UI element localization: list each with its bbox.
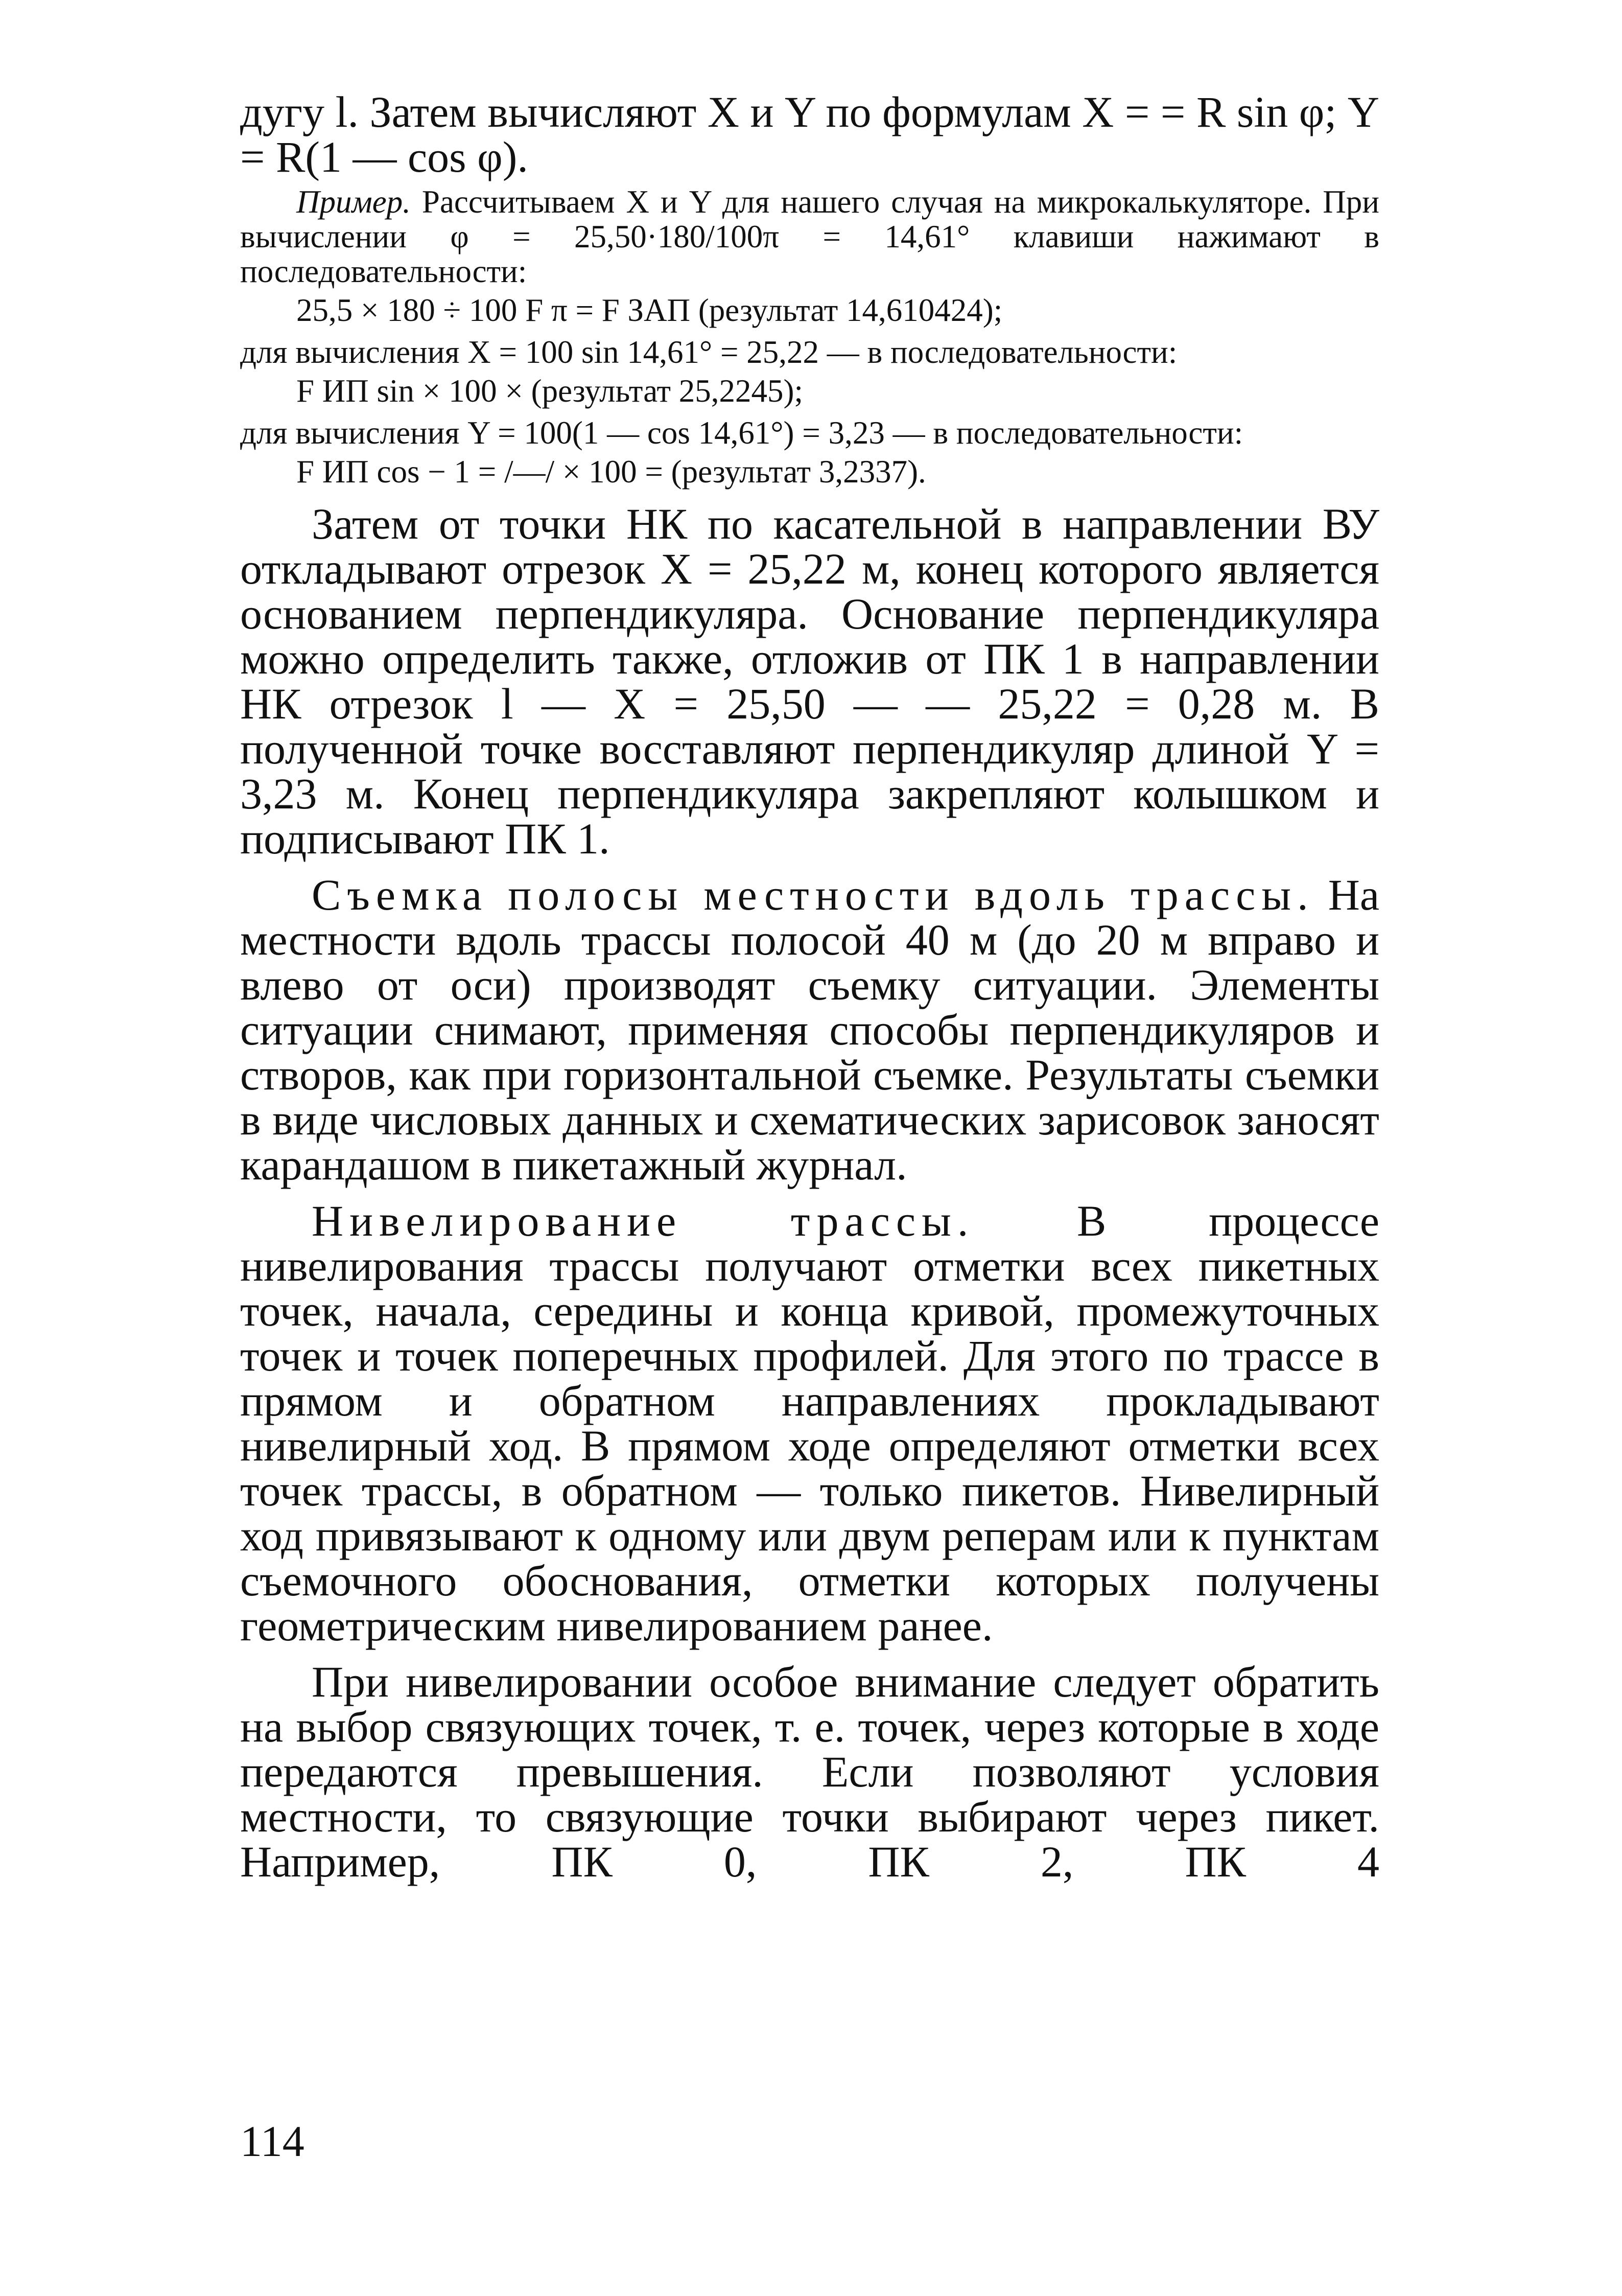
paragraph-connecting-points: При нивелировании особое внимание следует обратить на выбор связующих точек, т. е. точек, через которые в ходе передаются превышения. Если позволяют условия местности, то связующие точки выбирают через пикет. Например, ПК 0, ПК 2, ПК 4 [240,1657,1379,1886]
example-text: Рассчитываем X и Y для нашего случая на микрокалькуляторе. При вычислении φ = 25,50·180/100π = 14,61° клавиши нажимают в последовательности: [240,184,1379,289]
example-label: Пример. [296,184,411,220]
paragraph-leveling [240,1198,1379,1648]
leveling-heading: Нивелирование трассы. [312,1196,975,1245]
survey-text: На местности вдоль трассы полосой 40 м (до 20 м вправо и влево от оси) производят съемку ситуации. Элементы ситуации снимают, применяя способы перпендикуляров и створов, как при горизонтальной съемке. Результаты съемки в виде числовых данных и схематических зарисовок заносят карандашом в пикетажный журнал. [240,870,1380,1189]
key-sequence-3: F ИП cos − 1 = /—/ × 100 = (результат 3,2337). [296,454,926,490]
key-sequence-2: F ИП sin × 100 × (результат 25,2245); [296,373,804,409]
calc-y-text: для вычисления Y = 100(1 — cos 14,61°) = 3,23 — в последовательности: [240,415,1243,451]
calc-x-text: для вычисления X = 100 sin 14,61° = 25,22 — в последовательности: [240,334,1178,370]
paragraph-formula-intro: дугу l. Затем вычисляют X и Y по формулам X = = R sin φ; Y = R(1 — cos φ). [240,87,1379,181]
survey-heading: Съемка полосы местности вдоль трассы. [312,870,1314,919]
paragraph-survey [240,872,1379,1187]
page-body [240,89,1379,1884]
example-paragraph [240,184,1379,289]
paragraph-perpendicular: Затем от точки НК по касательной в направлении ВУ откладывают отрезок X = 25,22 м, конец которого является основанием перпендикуляра. Основание перпендикуляра можно определить также, отложив от ПК 1 в направлении НК отрезок l — X = 25,50 — — 25,22 = 0,28 м. В полученной точке восставляют перпендикуляр длиной Y = 3,23 м. Конец перпендикуляра закрепляют колышком и подписывают ПК 1. [240,499,1379,863]
page-number: 114 [240,2117,304,2166]
key-sequence-1: 25,5 × 180 ÷ 100 F π = F ЗАП (результат 14,610424); [296,292,1003,328]
leveling-text: В процессе нивелирования трассы получают отметки всех пикетных точек, начала, середины и конца кривой, промежуточных точек и точек поперечных профилей. Для этого по трассе в прямом и обратном направлениях прокладывают нивелирный ход. В прямом ходе определяют отметки всех точек трассы, в обратном — только пикетов. Нивелирный ход привязывают к одному или двум реперам или к пунктам съемочного обоснования, отметки которых получены геометрическим нивелированием ранее. [240,1196,1379,1650]
